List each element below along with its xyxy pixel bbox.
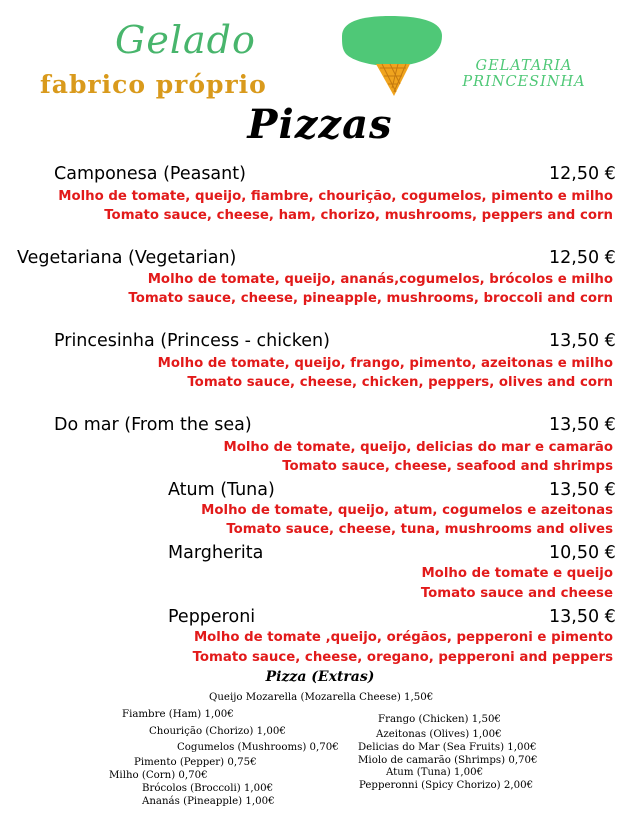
- pizza-price: 10,50 €: [549, 543, 616, 563]
- brand-line-1: GELATARIA: [475, 58, 573, 74]
- pizza-name: Atum (Tuna): [168, 480, 275, 500]
- pizza-description-pt: Molho de tomate, queijo, delicias do mar e camarão: [223, 440, 613, 455]
- extra-item: Fiambre (Ham) 1,00€: [122, 709, 234, 720]
- extra-item: Pepperonni (Spicy Chorizo) 2,00€: [359, 780, 534, 791]
- extra-item: Chouriçãо (Chorizo) 1,00€: [149, 726, 286, 737]
- pizza-description-pt: Molho de tomate e queijo: [421, 566, 613, 581]
- ice-cream-cone-icon: [338, 14, 444, 98]
- extra-item: Delicias do Mar (Sea Fruits) 1,00€: [358, 742, 537, 753]
- pizza-description-en: Tomato sauce, cheese, chicken, peppers, olives and corn: [187, 375, 613, 390]
- extra-item: Cogumelos (Mushrooms) 0,70€: [177, 742, 339, 753]
- pizza-description-en: Tomato sauce, cheese, seafood and shrimps: [282, 459, 613, 474]
- extra-item: Queijo Mozarella (Mozarella Cheese) 1,50€: [209, 692, 434, 703]
- pizza-description-en: Tomato sauce, cheese, oregano, pepperoni and peppers: [192, 650, 613, 665]
- extra-item: Atum (Tuna) 1,00€: [386, 767, 484, 778]
- brand-line-2: PRINCESINHA: [462, 74, 586, 90]
- pizza-description-en: Tomato sauce and cheese: [420, 586, 613, 601]
- pizza-name: Vegetariana (Vegetarian): [17, 248, 237, 268]
- pizza-description-pt: Molho de tomate, queijo, frango, pimento, azeitonas e milho: [157, 356, 613, 371]
- pizza-description-pt: Molho de tomate ,queijo, orégãos, pepperoni e pimento: [193, 630, 613, 645]
- extra-item: Brócolos (Broccoli) 1,00€: [142, 783, 274, 794]
- extra-item: Milho (Corn) 0,70€: [109, 770, 208, 781]
- pizza-name: Camponesa (Peasant): [54, 164, 246, 184]
- pizza-name: Princesinha (Princess - chicken): [54, 331, 330, 351]
- page-title: Pizzas: [247, 101, 393, 148]
- pizza-price: 13,50 €: [549, 480, 616, 500]
- pizza-description-pt: Molho de tomate, queijo, atum, cogumelos e azeitonas: [201, 503, 613, 518]
- pizza-price: 13,50 €: [549, 331, 616, 351]
- pizza-price: 13,50 €: [549, 415, 616, 435]
- extra-item: Ananás (Pineapple) 1,00€: [142, 796, 275, 807]
- pizza-description-pt: Molho de tomate, queijo, ananás,cogumelos, brócolos e milho: [147, 272, 613, 287]
- extra-item: Miolo de camarão (Shrimps) 0,70€: [358, 755, 538, 766]
- pizza-description-en: Tomato sauce, cheese, pineapple, mushrooms, broccoli and corn: [128, 291, 613, 306]
- extra-item: Pimento (Pepper) 0,75€: [134, 757, 257, 768]
- pizza-price: 12,50 €: [549, 248, 616, 268]
- pizza-description-en: Tomato sauce, cheese, ham, chorizo, mushrooms, peppers and corn: [104, 208, 613, 223]
- extras-title: Pizza (Extras): [265, 669, 375, 685]
- pizza-price: 13,50 €: [549, 607, 616, 627]
- pizza-description-pt: Molho de tomate, queijo, fiambre, chouriçãо, cogumelos, pimento e milho: [58, 189, 613, 204]
- gelado-tagline: Gelado: [115, 18, 256, 62]
- pizza-name: Margherita: [168, 543, 264, 563]
- fabrico-proprio-tagline: fabrico próprio: [40, 70, 267, 99]
- pizza-price: 12,50 €: [549, 164, 616, 184]
- brand-logo: [338, 14, 444, 102]
- brand-name: [434, 58, 614, 90]
- pizza-name: Pepperoni: [168, 607, 256, 627]
- extra-item: Frango (Chicken) 1,50€: [378, 714, 501, 725]
- pizza-name: Do mar (From the sea): [54, 415, 252, 435]
- pizza-description-en: Tomato sauce, cheese, tuna, mushrooms and olives: [226, 522, 613, 537]
- extra-item: Azeitonas (Olives) 1,00€: [376, 729, 502, 740]
